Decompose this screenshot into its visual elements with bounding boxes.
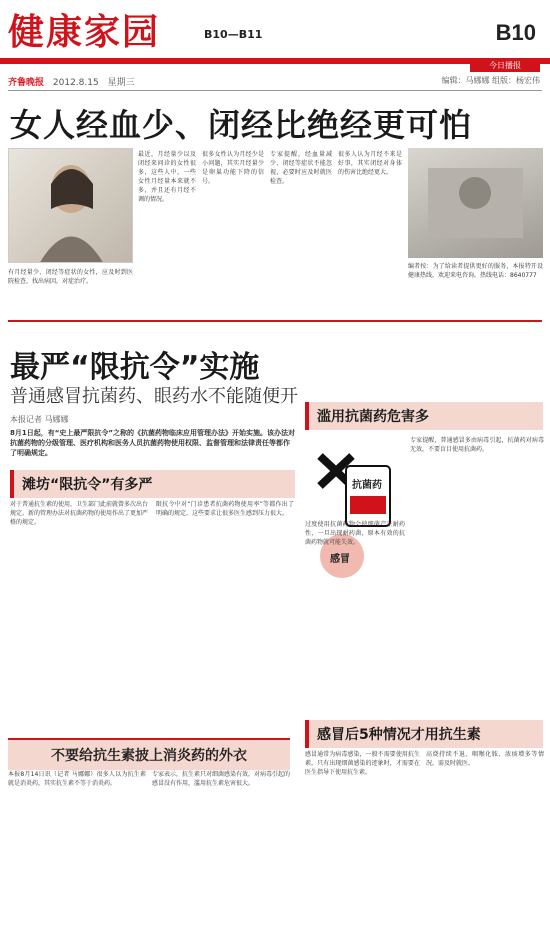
article2-subhead: 普通感冒抗菌药、眼药水不能随便开 [10, 386, 298, 407]
section1-col-2: 限抗令中对“门诊患者抗菌药物使用率”等都作出了明确的规定，这些要求让很多医生感到压力很大。 [156, 501, 294, 517]
article2-author: 本报记者 马娜娜 [10, 415, 69, 424]
section3-col-2: 高烧持续不退、咽喉化脓、浓痰增多等情况，需及时就医。 [426, 751, 544, 767]
section3-col-1: 感冒通常为病毒感染，一般不需要使用抗生素。只有出现细菌感染的迹象时，才需要在医生指导下使用抗生素。 [305, 751, 420, 776]
article2-lead: 8月1日起，有“史上最严限抗令”之称的《抗菌药物临床应用管理办法》开始实施。该办法对抗菌药物的分级管理、医疗机构和医务人员抗菌药物使用权限、监督管理和法律责任等都作了明确规定。 [10, 429, 295, 457]
editor-credits: 编辑：马娜娜 组版：杨宏伟 [441, 76, 540, 85]
bottom-col-1: 本报8月14日讯（记者 马娜娜）很多人以为抗生素就是消炎药，其实抗生素不等于消炎药。 [8, 771, 146, 787]
section2-title: 滥用抗菌药危害多 [305, 402, 543, 430]
bottom-col-2: 专家表示，抗生素只对细菌感染有效，对病毒引起的感冒没有作用，滥用抗生素危害很大。 [152, 771, 290, 787]
article1-col-2: 很多女性认为月经少是小问题，其实月经量少是卵巢功能下降的信号。 [202, 151, 264, 185]
section3-title: 感冒后5种情况才用抗生素 [305, 720, 543, 748]
illustration-label-2: 感冒 [330, 554, 350, 565]
woman-photo [8, 148, 133, 263]
divider [8, 90, 542, 91]
bottom-article [8, 738, 290, 770]
section-title: 健康家园 [8, 11, 161, 53]
article1-col-3: 专家提醒，经血量减少、闭经等症状不能忽视，必要时应及时就医检查。 [270, 151, 332, 185]
article2-headline: 最严“限抗令”实施 [10, 350, 260, 385]
today-tag: 今日播报 [470, 60, 540, 72]
issue-date: 2012.8.15 [52, 78, 99, 88]
page-number: B10 [495, 20, 536, 45]
page-range: B10—B11 [204, 28, 263, 41]
dateline [8, 75, 135, 88]
bottom-title: 不要给抗生素披上消炎药的外衣 [8, 738, 290, 770]
section1-title: 滩坊“限抗令”有多严 [10, 470, 295, 498]
section2-col-1: 过度使用抗菌药物会使细菌产生耐药性，一旦出现耐药菌，原本有效的抗菌药物就可能失效。 [305, 521, 405, 546]
article1-col-4: 很多人认为月经不来是好事，其实闭经对身体的伤害比绝经更大。 [338, 151, 402, 176]
side-photo [408, 148, 543, 258]
article1-headline: 女人经血少、闭经比绝经更可怕 [10, 106, 473, 144]
newspaper-brand: 齐鲁晚报 [8, 78, 45, 88]
illustration-label: 抗菌药 [352, 480, 382, 491]
article1-col-5: 有月经量少、闭经等症状的女性，应及时到医院检查，找出病因，对症治疗。 [8, 269, 133, 285]
issue-weekday: 星期三 [107, 78, 135, 88]
section1-col-1: 对于普通抗生素的使用，卫生部门此前就曾多次出台规定。新的管理办法对抗菌药物的使用作出了更加严格的规定。 [10, 501, 148, 526]
article1-col-1: 最近，月经量少以及闭经来问诊的女性很多，这些人中，一些女性月经量本来就不多，并且还有月经不调的情况。 [138, 151, 196, 203]
header-rule [0, 58, 550, 64]
section2-col-2: 专家提醒，普通感冒多由病毒引起，抗菌药对病毒无效，不要盲目使用抗菌药。 [410, 437, 544, 453]
side-text: 编者按：为了给读者提供更好的服务，本报特开设健康热线，欢迎来电咨询。热线电话：8640777 [408, 263, 543, 279]
divider [8, 320, 542, 322]
